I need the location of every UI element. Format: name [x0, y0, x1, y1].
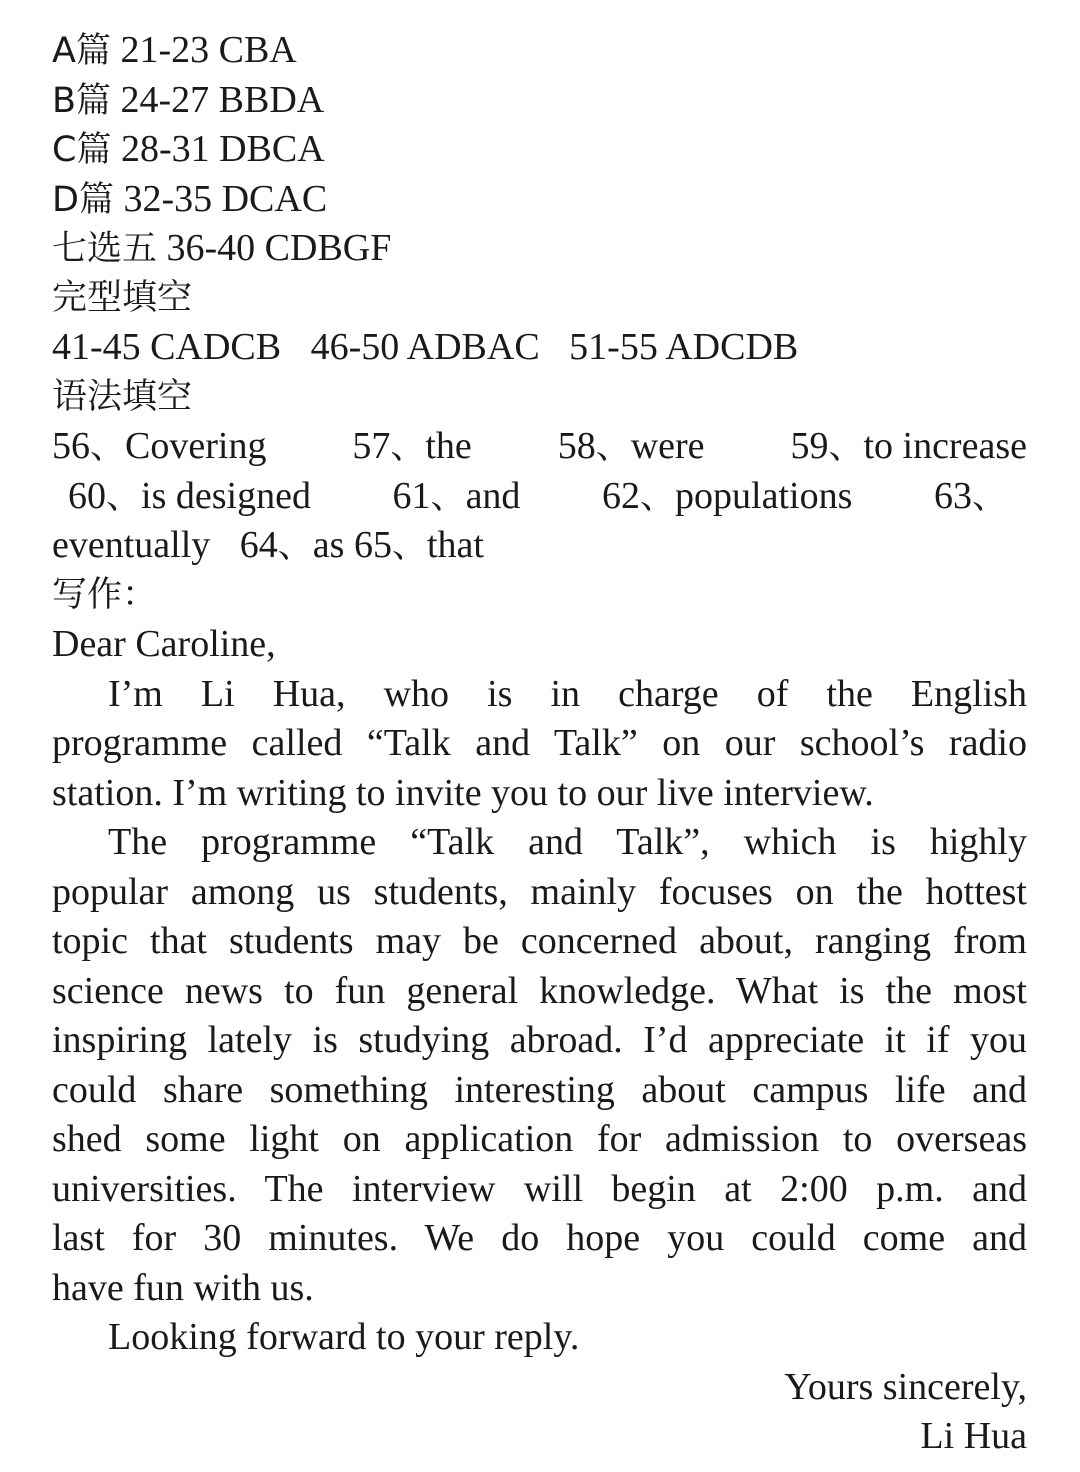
seven-choose-five-line	[52, 224, 1027, 274]
grammar-item: 57、the	[352, 425, 472, 467]
grammar-line-3	[52, 521, 1027, 571]
paragraph2-line: have fun with us.	[52, 1266, 314, 1309]
section-label: B篇	[52, 80, 112, 121]
answer-key: DBCA	[219, 128, 325, 170]
answer-key: CBA	[218, 29, 297, 71]
paragraph2-line: The programme “Talk and Talk”, which is highly	[108, 821, 1027, 863]
section-label: A篇	[52, 31, 111, 71]
paragraph1-line: station. I’m writing to invite you to our live interview.	[52, 771, 874, 814]
paragraph2-line: could share something interesting about campus life and	[52, 1068, 1027, 1111]
answer-key: ADCDB	[665, 326, 799, 368]
question-range: 21-23	[120, 29, 210, 71]
section-label: D篇	[52, 179, 114, 220]
paragraph2-line: inspiring lately is studying abroad. I’d appreciate it if you	[52, 1019, 1027, 1061]
grammar-item: eventually	[52, 524, 211, 566]
question-range: 51-55	[569, 326, 658, 368]
grammar-line-1	[52, 422, 1027, 472]
writing-heading: 写作：	[52, 574, 158, 615]
grammar-item: 63、	[933, 474, 1007, 517]
question-range: 28-31	[120, 128, 210, 170]
paragraph2-line: last for 30 minutes. We do hope you could come and	[52, 1217, 1027, 1259]
question-range: 32-35	[123, 177, 213, 220]
question-range: 41-45	[52, 326, 141, 368]
answer-key: BBDA	[218, 78, 325, 121]
answer-key: ADBAC	[406, 326, 540, 368]
answer-key: DCAC	[221, 177, 328, 220]
paragraph2-line: science news to fun general knowledge. What is the most	[52, 969, 1027, 1012]
grammar-heading: 语法填空	[52, 376, 193, 417]
answer-sheet	[52, 26, 1027, 1462]
answer-key: CDBGF	[264, 227, 392, 269]
reading-c-line	[52, 125, 1027, 175]
section-label: 七选五	[52, 229, 158, 269]
cloze-answers-line	[52, 323, 1027, 373]
paragraph1-line: programme called “Talk and Talk” on our school’s radio	[52, 722, 1027, 764]
grammar-item: 59、to increase	[790, 425, 1027, 467]
letter-closing-line: Looking forward to your reply.	[108, 1316, 580, 1358]
grammar-item: 65、that	[353, 524, 484, 566]
letter-signature: Li Hua	[920, 1415, 1027, 1457]
question-range: 36-40	[166, 227, 256, 269]
paragraph2-line: topic that students may be concerned about, ranging from	[52, 920, 1027, 962]
question-range: 46-50	[310, 326, 400, 368]
paragraph2-line: universities. The interview will begin at 2:00 p.m. and	[52, 1167, 1027, 1210]
grammar-item: 62、populations	[602, 474, 853, 517]
grammar-item: 61、and	[392, 474, 521, 517]
grammar-item: 58、were	[557, 425, 705, 467]
section-label: C篇	[52, 130, 112, 170]
question-range: 24-27	[120, 78, 210, 121]
paragraph1-line: I’m Li Hua, who is in charge of the English	[108, 672, 1027, 715]
grammar-line-2	[52, 472, 1027, 522]
reading-b-line	[52, 76, 1027, 126]
paragraph2-line: popular among us students, mainly focuses on the hottest	[52, 870, 1027, 913]
reading-a-line	[52, 26, 1027, 76]
answer-key: CADCB	[150, 326, 282, 368]
grammar-item: 56、Covering	[52, 425, 267, 467]
paragraph2-line: shed some light on application for admission to overseas	[52, 1118, 1027, 1160]
grammar-item: 64、as	[239, 524, 345, 566]
cloze-heading: 完型填空	[52, 277, 193, 318]
reading-d-line	[52, 175, 1027, 225]
letter-salutation: Dear Caroline,	[52, 623, 276, 665]
letter-signoff: Yours sincerely,	[784, 1365, 1027, 1408]
grammar-item: 60、is designed	[68, 474, 311, 517]
